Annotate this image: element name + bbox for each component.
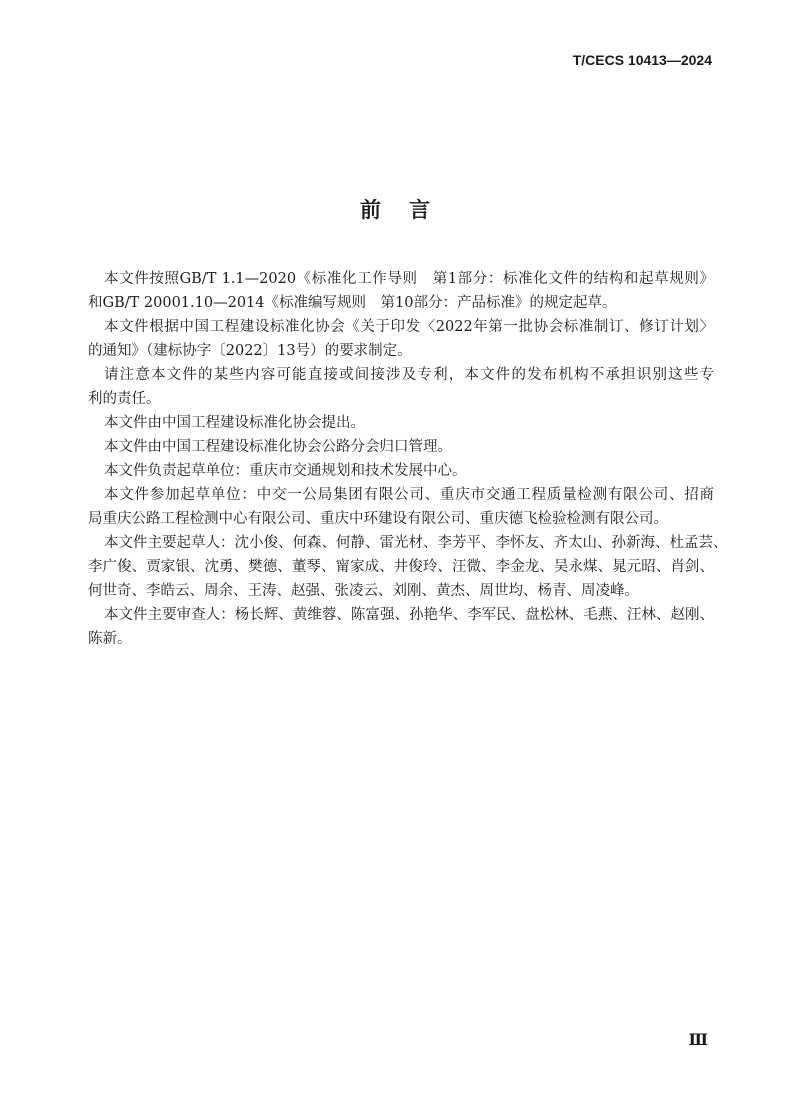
paragraph [88, 411, 714, 435]
paragraph [88, 315, 714, 363]
paragraph-line: 陈新。 [88, 631, 132, 647]
paragraph-line: 请注意本文件的某些内容可能直接或间接涉及专利，本文件的发布机构不承担识别这些专 [104, 367, 714, 383]
paragraph-line: 局重庆公路工程检测中心有限公司、重庆中环建设有限公司、重庆德飞检验检测有限公司。 [88, 511, 668, 527]
paragraph [88, 267, 714, 315]
paragraph [88, 531, 728, 603]
foreword-body [88, 267, 728, 651]
paragraph-line: 本文件按照GB/T 1.1—2020《标准化工作导则 第1部分：标准化文件的结构和起草规则》 [104, 271, 714, 287]
paragraph [88, 363, 714, 411]
paragraph-line: 的通知》（建标协字〔2022〕13号）的要求制定。 [88, 343, 412, 359]
paragraph [88, 483, 714, 531]
paragraph [88, 459, 714, 483]
paragraph-line: 本文件由中国工程建设标准化协会公路分会归口管理。 [104, 439, 452, 455]
paragraph-line: 和GB/T 20001.10—2014《标准编写规则 第10部分：产品标准》的规定起草。 [88, 295, 617, 311]
paragraph-line: 本文件主要审查人：杨长辉、黄维蓉、陈富强、孙艳华、李军民、盘松林、毛燕、汪林、赵刚、 [104, 607, 714, 623]
paragraph-line: 本文件由中国工程建设标准化协会提出。 [104, 415, 365, 431]
page-title: 前言 [360, 198, 458, 222]
paragraph-line: 本文件主要起草人：沈小俊、何森、何静、雷光材、李芳平、李怀友、齐太山、孙新海、杜孟芸、 [104, 535, 728, 551]
paragraph-line: 利的责任。 [88, 391, 161, 407]
standard-number: T/CECS 10413—2024 [572, 52, 712, 68]
paragraph-line: 本文件参加起草单位：中交一公局集团有限公司、重庆市交通工程质量检测有限公司、招商 [104, 487, 714, 503]
paragraph [88, 435, 714, 459]
paragraph-line: 本文件根据中国工程建设标准化协会《关于印发〈2022年第一批协会标准制订、修订计划〉 [104, 319, 714, 335]
paragraph-line: 本文件负责起草单位：重庆市交通规划和技术发展中心。 [104, 463, 467, 479]
paragraph [88, 603, 714, 651]
page-number: Ⅲ [688, 1030, 708, 1049]
paragraph-line: 何世奇、李皓云、周余、王涛、赵强、张凌云、刘刚、黄杰、周世均、杨青、周凌峰。 [88, 583, 639, 599]
paragraph-line: 李广俊、贾家银、沈勇、樊德、董琴、甯家成、井俊玲、汪微、李金龙、吴永煤、晁元昭、肖剑、 [88, 559, 714, 575]
